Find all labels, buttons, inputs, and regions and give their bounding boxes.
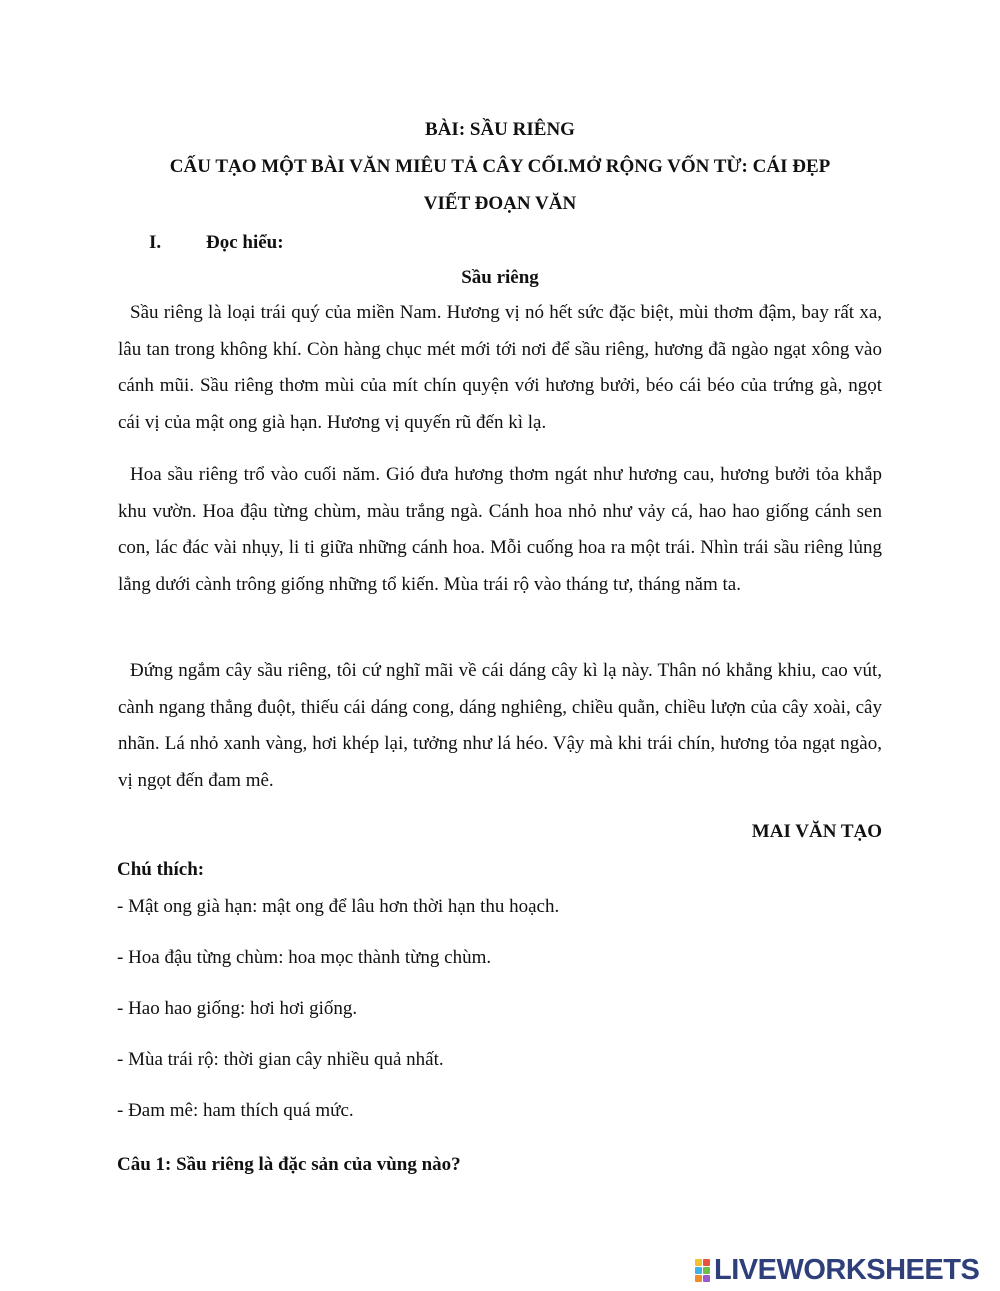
note-item: - Mật ong già hạn: mật ong để lâu hơn thời hạn thu hoạch. — [117, 896, 560, 917]
note-item: - Hao hao giống: hơi hơi giống. — [117, 998, 358, 1019]
story-author: MAI VĂN TẠO — [751, 821, 882, 842]
note-item: - Đam mê: ham thích quá mức. — [117, 1100, 354, 1121]
story-title: Sầu riêng — [461, 267, 539, 288]
title-line-1: BÀI: SẦU RIÊNG — [425, 119, 575, 140]
liveworksheets-logo — [695, 1254, 979, 1286]
section-title: Đọc hiểu: — [206, 232, 284, 253]
section-number: I. — [149, 232, 162, 253]
note-item: - Mùa trái rộ: thời gian cây nhiều quả nhất. — [117, 1049, 444, 1070]
question-1: Câu 1: Sầu riêng là đặc sản của vùng nào? — [117, 1154, 461, 1175]
title-line-3: VIẾT ĐOẠN VĂN — [423, 193, 577, 214]
notes-title: Chú thích: — [117, 859, 205, 880]
liveworksheets-logo-icon — [695, 1259, 710, 1282]
story-paragraph-3: Đứng ngắm cây sầu riêng, tôi cứ nghĩ mãi về cái dáng cây kì lạ này. Thân nó khẳng khiu, cao vút, cành ngang thẳng đuột, thiếu cái dáng cong, dáng nghiêng, chiều quằn, chiều lượn của cây xoài, cây nhãn. Lá nhỏ xanh vàng, hơi khép lại, tưởng như lá héo. Vậy mà khi trái chín, hương tỏa ngạt ngào, vị ngọt đến đam mê. — [118, 660, 882, 791]
liveworksheets-logo-text: LIVEWORKSHEETS — [714, 1253, 980, 1286]
story-paragraph-1: Sầu riêng là loại trái quý của miền Nam. Hương vị nó hết sức đặc biệt, mùi thơm đậm, bay rất xa, lâu tan trong không khí. Còn hàng chục mét mới tới nơi để sầu riêng, hương đã ngào ngạt xông vào cánh mũi. Sầu riêng thơm mùi của mít chín quyện với hương bưởi, béo cái béo của trứng gà, ngọt cái vị của mật ong già hạn. Hương vị quyến rũ đến kì lạ. — [118, 302, 882, 433]
story-paragraph-2: Hoa sầu riêng trổ vào cuối năm. Gió đưa hương thơm ngát như hương cau, hương bưởi tỏa khắp khu vườn. Hoa đậu từng chùm, màu trắng ngà. Cánh hoa nhỏ như vảy cá, hao hao giống cánh sen con, lác đác vài nhụy, li ti giữa những cánh hoa. Mỗi cuống hoa ra một trái. Nhìn trái sầu riêng lủng lẳng dưới cành trông giống những tổ kiến. Mùa trái rộ vào tháng tư, tháng năm ta. — [118, 464, 882, 595]
note-item: - Hoa đậu từng chùm: hoa mọc thành từng chùm. — [117, 947, 492, 968]
title-line-2: CẤU TẠO MỘT BÀI VĂN MIÊU TẢ CÂY CỐI.MỞ RỘNG VỐN TỪ: CÁI ĐẸP — [169, 156, 831, 177]
